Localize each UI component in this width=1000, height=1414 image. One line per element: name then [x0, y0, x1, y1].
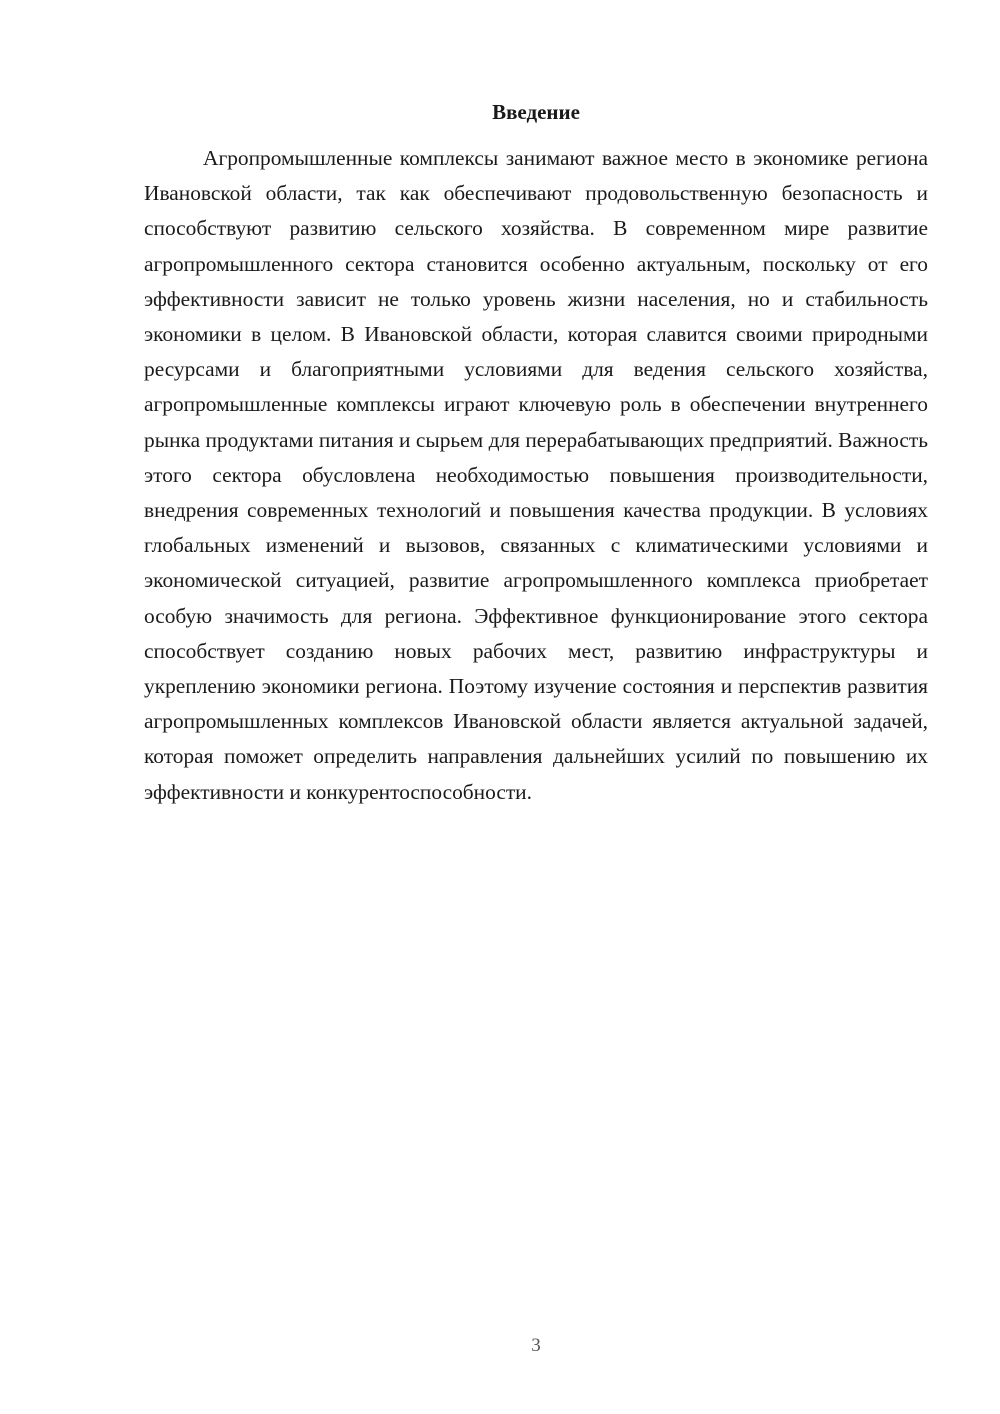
- section-heading: Введение: [492, 100, 580, 124]
- page-number: 3: [531, 1335, 541, 1356]
- body-paragraph: Агропромышленные комплексы занимают важное место в экономике региона Ивановской области, так как обеспечивают продовольственную безопасность и способствуют развитию сельского хозяйства. В современном мире развитие агропромышленного сектора становится особенно актуальным, поскольку от его эффективности зависит не только уровень жизни населения, но и стабильность экономики в целом. В Ивановской области, которая славится своими природными ресурсами и благоприятными условиями для ведения сельского хозяйства, агропромышленные комплексы играют ключевую роль в обеспечении внутреннего рынка продуктами питания и сырьем для перерабатывающих предприятий. Важность этого сектора обусловлена необходимостью повышения производительности, внедрения современных технологий и повышения качества продукции. В условиях глобальных изменений и вызовов, связанных с климатическими условиями и экономической ситуацией, развитие агропромышленного комплекса приобретает особую значимость для региона. Эффективное функционирование этого сектора способствует созданию новых рабочих мест, развитию инфраструктуры и укреплению экономики региона. Поэтому изучение состояния и перспектив развития агропромышленных комплексов Ивановской области является актуальной задачей, которая поможет определить направления дальнейших усилий по повышению их эффективности и конкурентоспособности.: [144, 146, 928, 804]
